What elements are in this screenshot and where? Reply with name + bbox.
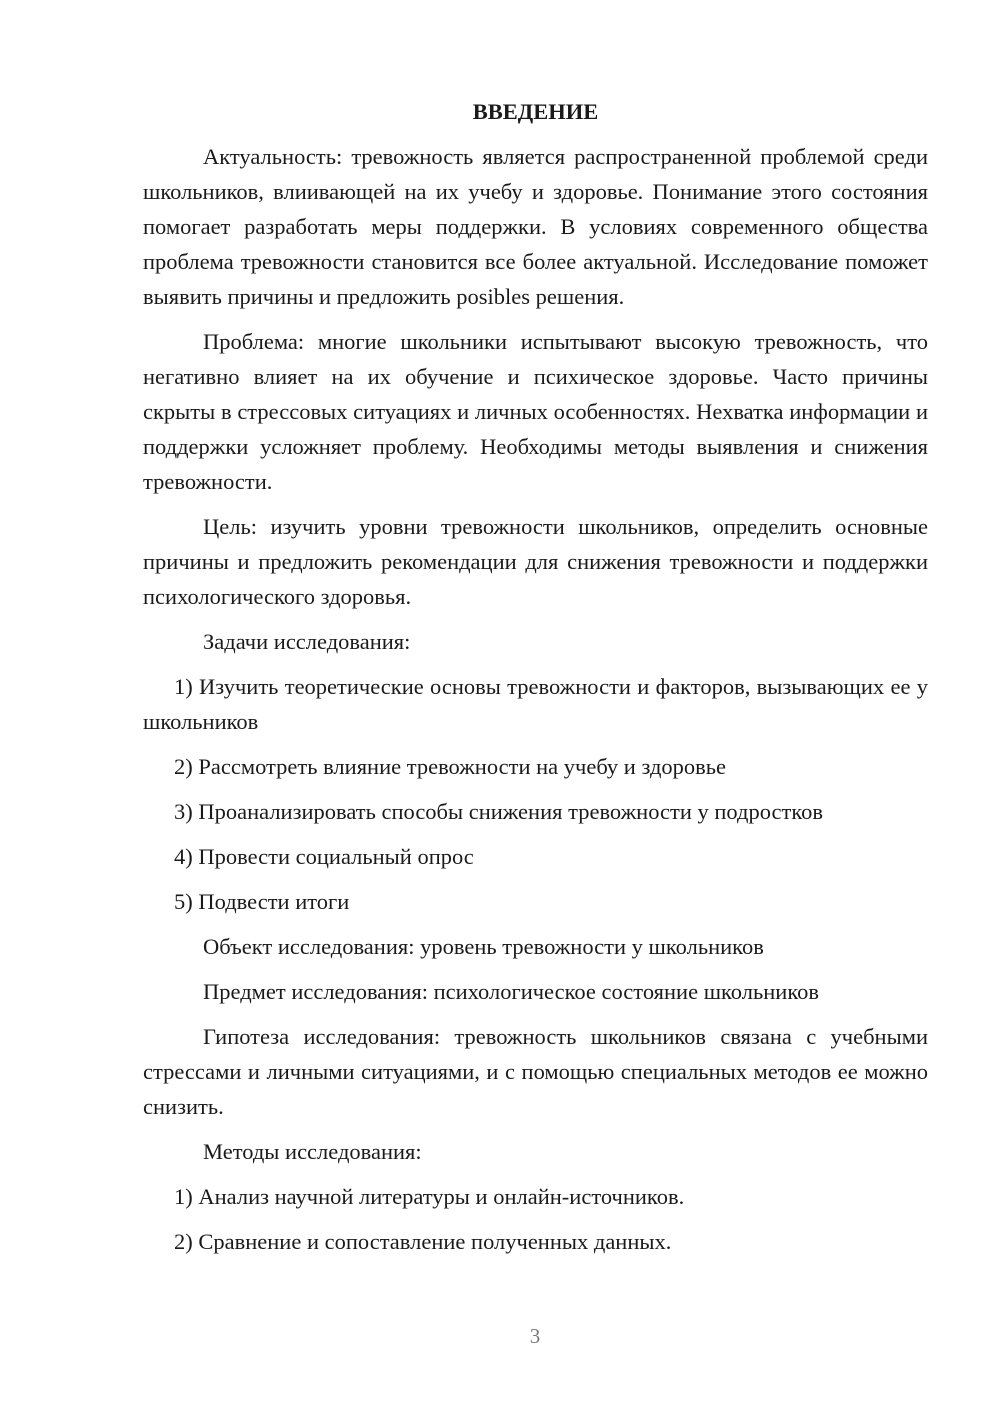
- task-item: 5) Подвести итоги: [174, 889, 350, 914]
- tasks-heading: Задачи исследования:: [203, 629, 411, 654]
- goal-paragraph: Цель: изучить уровни тревожности школьников, определить основные причины и предложить рекомендации для снижения тревожности и поддержки психологического здоровья.: [143, 514, 928, 609]
- document-page: [143, 94, 928, 1269]
- research-subject: Предмет исследования: психологическое состояние школьников: [203, 979, 819, 1004]
- page-number: 3: [529, 1324, 541, 1348]
- page-title: ВВЕДЕНИЕ: [472, 99, 599, 124]
- problem-paragraph: Проблема: многие школьники испытывают высокую тревожность, что негативно влияет на их обучение и психическое здоровье. Часто причины скрыты в стрессовых ситуациях и личных особенностях. Нехватка информации и поддержки усложняет проблему. Необходимы методы выявления и снижения тревожности.: [143, 329, 928, 494]
- research-object: Объект исследования: уровень тревожности у школьников: [203, 934, 764, 959]
- relevance-paragraph: Актуальность: тревожность является распространенной проблемой среди школьников, влиивающей на их учебу и здоровье. Понимание этого состояния помогает разработать меры поддержки. В условиях современного общества проблема тревожности становится все более актуальной. Исследование поможет выявить причины и предложить posibles решения.: [143, 144, 928, 309]
- hypothesis-paragraph: Гипотеза исследования: тревожность школьников связана с учебными стрессами и личными ситуациями, и с помощью специальных методов ее можно снизить.: [143, 1024, 928, 1119]
- method-item: 2) Сравнение и сопоставление полученных данных.: [174, 1229, 672, 1254]
- method-item: 1) Анализ научной литературы и онлайн-источников.: [174, 1184, 685, 1209]
- task-item: 4) Провести социальный опрос: [174, 844, 474, 869]
- task-item: 2) Рассмотреть влияние тревожности на учебу и здоровье: [174, 754, 727, 779]
- task-item: 1) Изучить теоретические основы тревожности и факторов, вызывающих ее у школьников: [143, 674, 928, 734]
- task-item: 3) Проанализировать способы снижения тревожности у подростков: [174, 799, 823, 824]
- methods-heading: Методы исследования:: [203, 1139, 422, 1164]
